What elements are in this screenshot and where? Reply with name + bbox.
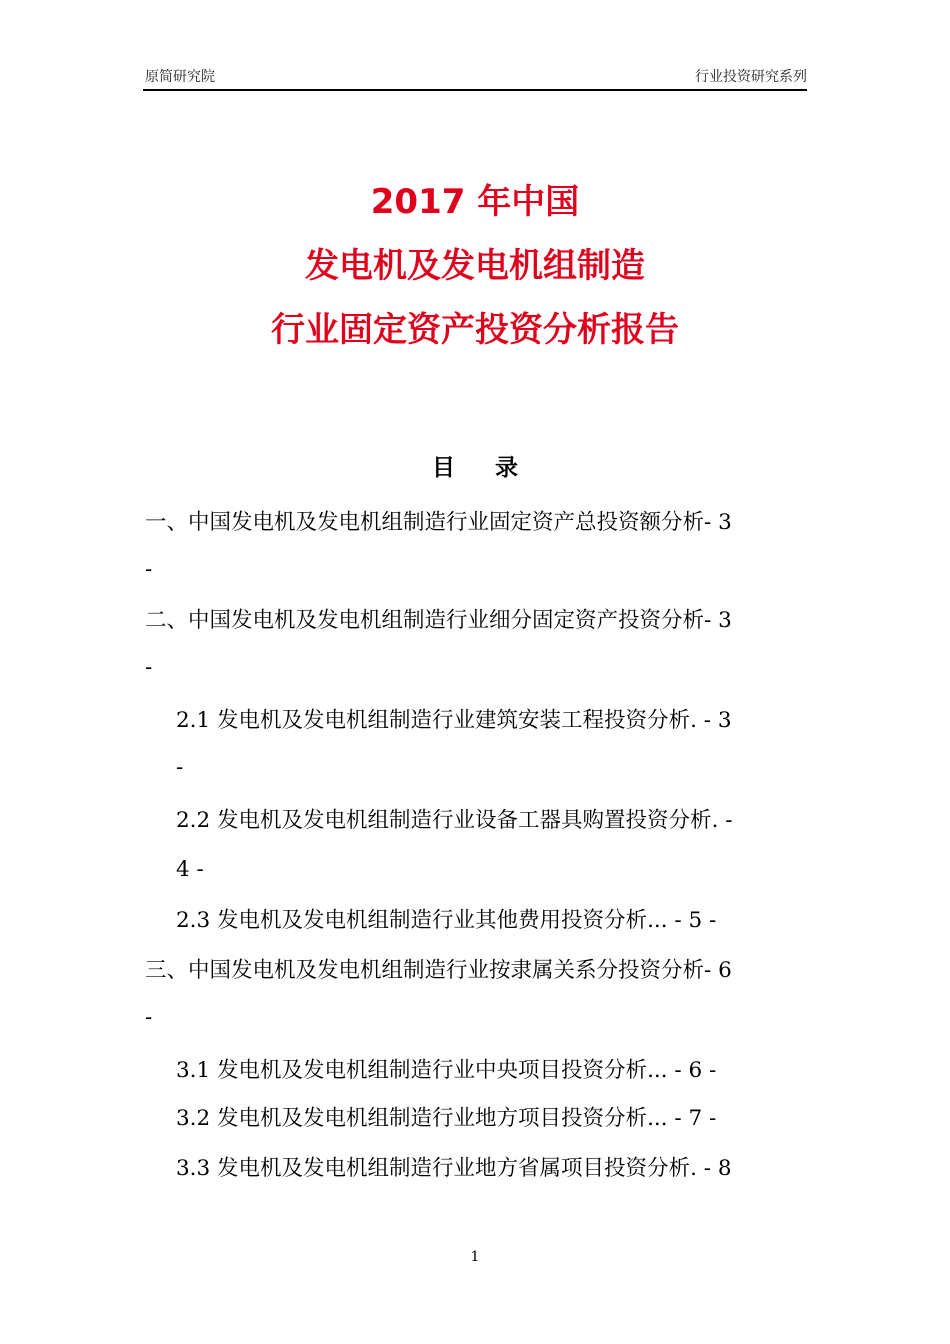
title-line-1: 2017 年中国: [370, 182, 580, 222]
toc-entry-3-wrap: -: [145, 1005, 153, 1030]
toc-entry-leader: ...: [647, 1106, 668, 1131]
toc-entry-number: 3.2: [176, 1106, 211, 1131]
toc-entry-page: - 3: [704, 510, 732, 535]
toc-entry-page: - 8: [703, 1156, 732, 1181]
toc-entry-1[interactable]: [145, 508, 732, 538]
toc-entry-3-3[interactable]: [176, 1154, 732, 1184]
toc-entry-leader: .: [690, 1156, 697, 1181]
toc-entry-text: 发电机及发电机组制造行业设备工器具购置投资分析: [217, 808, 712, 833]
toc-entry-number: 3.3: [176, 1156, 211, 1181]
toc-entry-leader: ...: [647, 1058, 668, 1083]
header-divider: [143, 89, 807, 91]
toc-entry-3-1[interactable]: [176, 1056, 716, 1086]
page-number: 1: [470, 1249, 480, 1265]
toc-entry-3[interactable]: [145, 956, 732, 986]
toc-entry-text: 发电机及发电机组制造行业中央项目投资分析: [217, 1058, 648, 1083]
toc-entry-1-wrap: -: [145, 557, 153, 582]
toc-entry-text: 发电机及发电机组制造行业建筑安装工程投资分析: [217, 708, 691, 733]
toc-heading: 目 录: [431, 455, 534, 481]
toc-entry-2-1[interactable]: [176, 706, 732, 736]
toc-entry-number: 2.3: [176, 908, 211, 933]
toc-entry-leader: .: [690, 708, 697, 733]
toc-entry-page: - 3: [704, 608, 732, 633]
toc-entry-3-2[interactable]: [176, 1104, 716, 1134]
toc-entry-2-2-wrap: 4 -: [176, 857, 204, 882]
title-line-2: 发电机及发电机组制造: [305, 246, 645, 286]
toc-entry-2-1-wrap: -: [176, 755, 184, 780]
toc-entry-number: 2.1: [176, 708, 211, 733]
toc-entry-2[interactable]: [145, 606, 732, 636]
title-line-3: 行业固定资产投资分析报告: [271, 310, 679, 350]
toc-entry-page: - 6 -: [674, 1058, 717, 1083]
toc-entry-text: 发电机及发电机组制造行业地方省属项目投资分析: [217, 1156, 691, 1181]
toc-entry-page: -: [725, 808, 733, 833]
toc-entry-2-wrap: -: [145, 655, 153, 680]
toc-entry-page: - 5 -: [674, 908, 717, 933]
toc-entry-page: - 7 -: [674, 1106, 717, 1131]
header-series: 行业投资研究系列: [695, 69, 807, 85]
toc-entry-number: 3.1: [176, 1058, 211, 1083]
toc-entry-page: - 6: [704, 958, 732, 983]
toc-entry-2-2[interactable]: [176, 806, 733, 836]
header-organization: 原简研究院: [145, 69, 215, 85]
toc-entry-text: 发电机及发电机组制造行业其他费用投资分析: [217, 908, 648, 933]
toc-entry-text: 发电机及发电机组制造行业地方项目投资分析: [217, 1106, 648, 1131]
toc-entry-text: 三、中国发电机及发电机组制造行业按隶属关系分投资分析: [145, 958, 705, 983]
toc-entry-leader: ...: [647, 908, 668, 933]
toc-entry-text: 二、中国发电机及发电机组制造行业细分固定资产投资分析: [145, 608, 705, 633]
toc-entry-2-3[interactable]: [176, 906, 716, 936]
toc-entry-page: - 3: [703, 708, 732, 733]
toc-entry-number: 2.2: [176, 808, 211, 833]
toc-entry-text: 一、中国发电机及发电机组制造行业固定资产总投资额分析: [145, 510, 705, 535]
toc-entry-leader: .: [711, 808, 719, 833]
